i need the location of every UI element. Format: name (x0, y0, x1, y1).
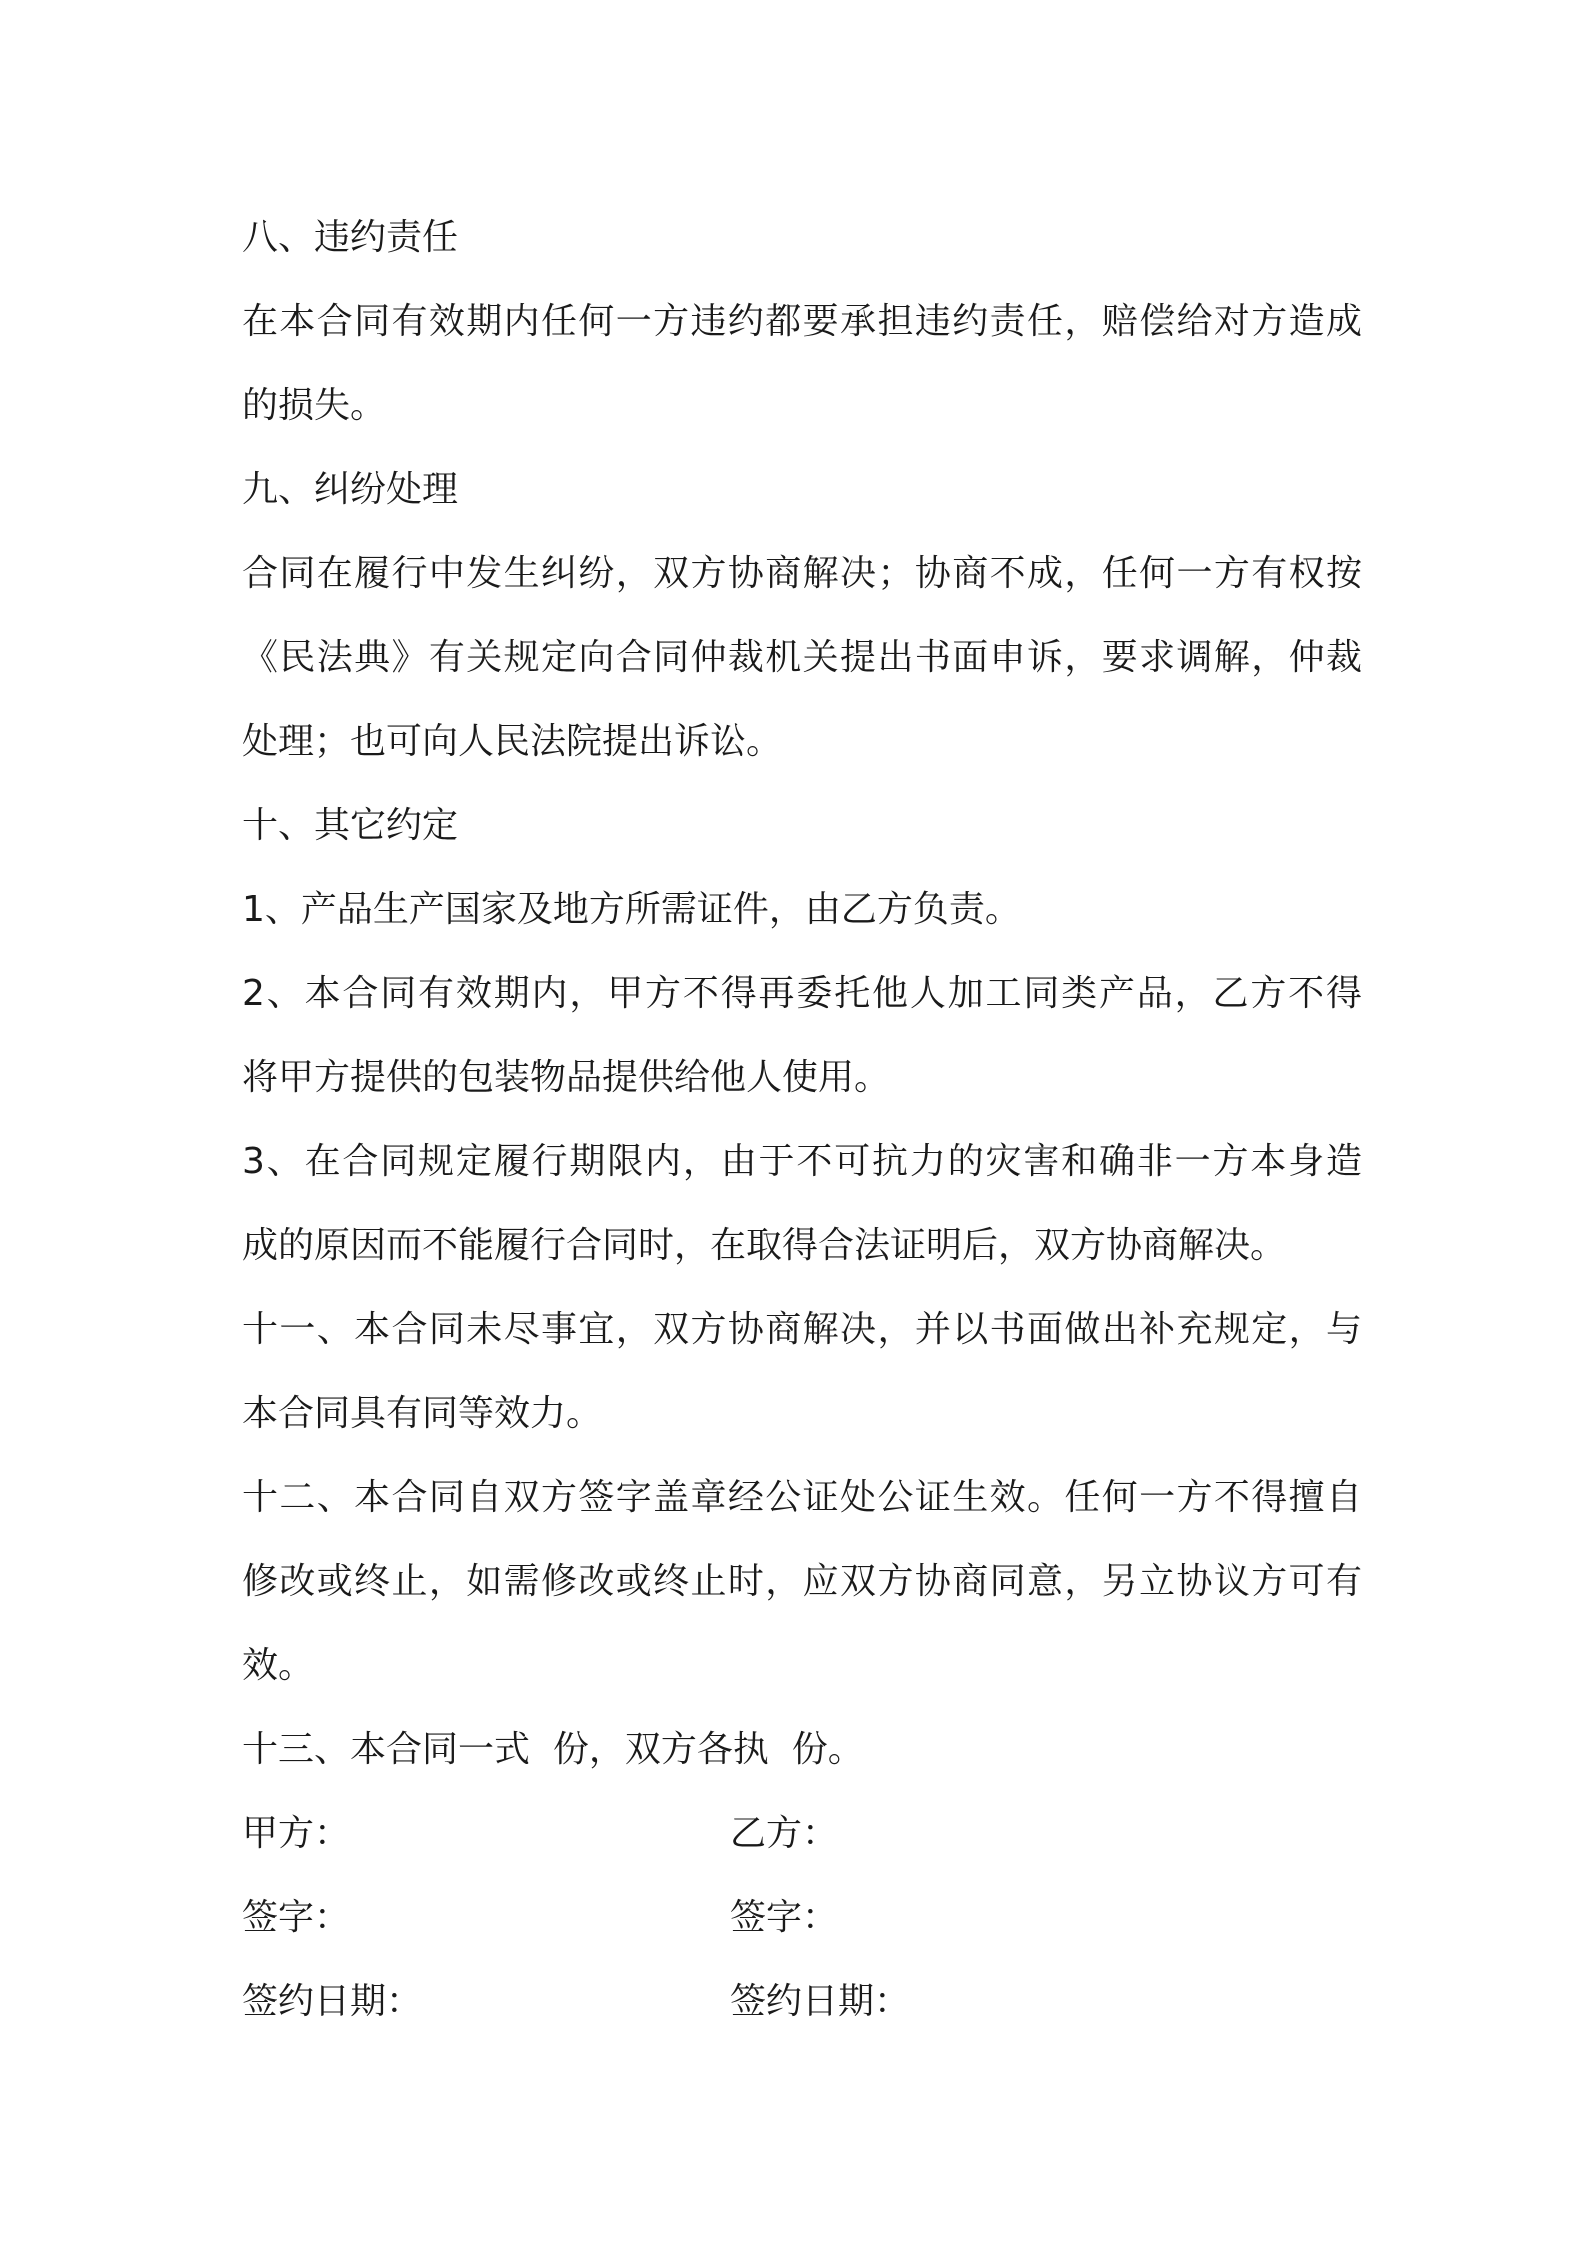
party-a-label: 甲方： (242, 1813, 351, 1854)
section-8-body-line-2: 的损失。 (242, 385, 387, 426)
contract-content (242, 196, 1362, 2044)
sign-b-label: 签字： (730, 1897, 839, 1938)
date-a-label: 签约日期： (242, 1981, 423, 2022)
section-10-item-2-line-1: 2、本合同有效期内，甲方不得再委托他人加工同类产品，乙方不得 (242, 973, 1362, 1014)
section-12-line-1: 十二、本合同自双方签字盖章经公证处公证生效。任何一方不得擅自 (242, 1477, 1362, 1518)
section-10-item-2-line-2: 将甲方提供的包装物品提供给他人使用。 (242, 1057, 891, 1098)
section-11-line-1: 十一、本合同未尽事宜，双方协商解决，并以书面做出补充规定，与 (242, 1309, 1362, 1350)
signature-row-sign (242, 1876, 1362, 1960)
date-b-label: 签约日期： (730, 1981, 911, 2022)
section-9-body-line-3: 处理；也可向人民法院提出诉讼。 (242, 721, 783, 762)
section-8-body-line-1: 在本合同有效期内任何一方违约都要承担违约责任，赔偿给对方造成 (242, 301, 1362, 342)
section-10-item-3-line-1: 3、在合同规定履行期限内，由于不可抗力的灾害和确非一方本身造 (242, 1141, 1362, 1182)
sign-a-label: 签字： (242, 1897, 351, 1938)
section-8-heading: 八、违约责任 (242, 217, 459, 258)
section-10-item-3-line-2: 成的原因而不能履行合同时，在取得合法证明后，双方协商解决。 (242, 1225, 1287, 1266)
section-9-heading: 九、纠纷处理 (242, 469, 459, 510)
section-12-line-2: 修改或终止，如需修改或终止时，应双方协商同意，另立协议方可有 (242, 1561, 1362, 1602)
section-13-line: 十三、本合同一式 份，双方各执 份。 (242, 1729, 864, 1770)
section-9-body-line-2: 《民法典》有关规定向合同仲裁机关提出书面申诉，要求调解，仲裁 (242, 637, 1362, 678)
section-9-body-line-1: 合同在履行中发生纠纷，双方协商解决；协商不成，任何一方有权按 (242, 553, 1362, 594)
signature-row-party (242, 1792, 1362, 1876)
section-10-heading: 十、其它约定 (242, 805, 459, 846)
section-11-line-2: 本合同具有同等效力。 (242, 1393, 603, 1434)
signature-row-date (242, 1960, 1362, 2044)
section-10-item-1-line-1: 1、产品生产国家及地方所需证件，由乙方负责。 (242, 889, 1021, 930)
section-12-line-3: 效。 (242, 1645, 315, 1686)
party-b-label: 乙方： (730, 1813, 839, 1854)
